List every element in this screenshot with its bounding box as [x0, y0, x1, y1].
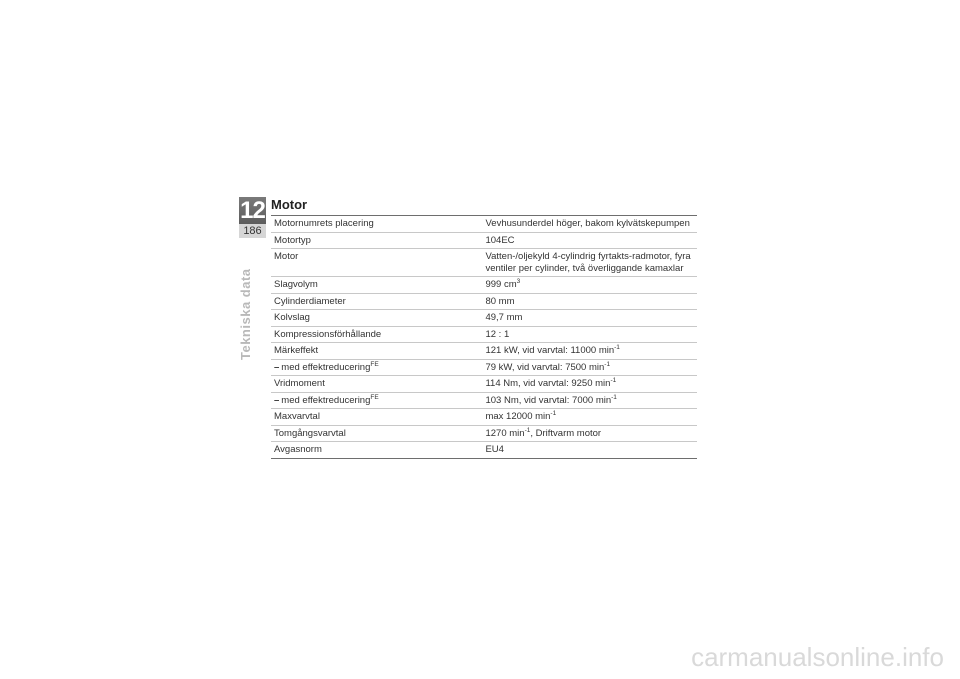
row-label: Kolvslag: [271, 310, 482, 327]
row-value: 999 $cm^3$: [482, 277, 697, 294]
row-value: EU4: [485, 444, 504, 455]
row-label: Slagvolym: [271, 277, 482, 294]
watermark: carmanualsonline.info: [691, 642, 944, 672]
table-row: [271, 392, 697, 409]
table-row: [271, 249, 697, 277]
row-value: max 12000 $\min^{-1}$: [482, 409, 697, 426]
row-label: Cylinderdiameter: [271, 293, 482, 310]
table-row: [271, 310, 697, 327]
superscript: -1: [614, 344, 620, 351]
section-title: Motor: [271, 197, 308, 212]
row-value: 1270 $\min^{-1}$, Driftvarm motor: [482, 425, 697, 442]
table-row: [271, 326, 697, 343]
table-row: [271, 409, 697, 426]
superscript: -1: [610, 377, 617, 384]
dash-bullet: –: [274, 394, 280, 406]
table-row: [271, 216, 697, 233]
row-label: – med effektreducering$^{FE}$: [271, 392, 482, 409]
table-row: [271, 343, 697, 360]
table-row: [271, 425, 697, 442]
superscript: -1: [611, 393, 617, 401]
row-value: 103 Nm, vid varvtal: 7000 $\min^{-1}$: [482, 392, 697, 409]
table-row: [271, 376, 697, 393]
superscript: -1: [604, 360, 611, 368]
superscript: -1: [550, 410, 557, 417]
table-row: [271, 359, 697, 376]
row-label: Vridmoment: [271, 376, 482, 393]
row-label: Märkeffekt: [271, 343, 482, 360]
row-value: 104EC: [482, 232, 697, 249]
row-value: 121 kW, vid varvtal: 11000 $\min^{-1}$: [482, 343, 697, 360]
chapter-number: 12: [240, 197, 265, 224]
row-label: Avgasnorm: [274, 444, 322, 455]
row-value: 80 mm: [482, 293, 697, 310]
row-label: Motor: [271, 249, 482, 277]
table-row: [271, 232, 697, 249]
row-label: Motortyp: [271, 232, 482, 249]
row-label: Maxvarvtal: [271, 409, 482, 426]
page-number: 186: [239, 224, 266, 238]
row-label: Motornumrets placering: [271, 216, 482, 233]
dash-bullet: –: [274, 361, 280, 373]
row-value: 114 Nm, vid varvtal: 9250 $\min^{-1}$: [482, 376, 697, 393]
chapter-tab: [239, 197, 266, 238]
table-row: [271, 442, 697, 459]
row-value: 49,7 mm: [482, 310, 697, 327]
table-row: [271, 277, 697, 294]
row-value: Vevhusunderdel höger, bakom kylvätskepumpen: [482, 216, 697, 233]
superscript: -1: [524, 426, 531, 434]
table-row: [271, 293, 697, 310]
row-label: Kompressionsförhållande: [271, 326, 482, 343]
superscript: FE: [370, 393, 379, 401]
chapter-side-title: Tekniska data: [238, 268, 253, 360]
superscript: FE: [370, 360, 379, 368]
row-label: – med effektreducering$^{FE}$: [271, 359, 482, 376]
row-value: Vatten-/oljekyld 4-cylindrig fyrtakts-radmotor, fyra ventiler per cylinder, två överliggande kamaxlar: [482, 249, 697, 277]
row-label: Tomgångsvarvtal: [271, 425, 482, 442]
spec-table: [271, 215, 697, 459]
row-value: 12 : 1: [482, 326, 697, 343]
superscript: 3: [516, 278, 521, 285]
row-value: 79 kW, vid varvtal: 7500 $\min^{-1}$: [482, 359, 697, 376]
